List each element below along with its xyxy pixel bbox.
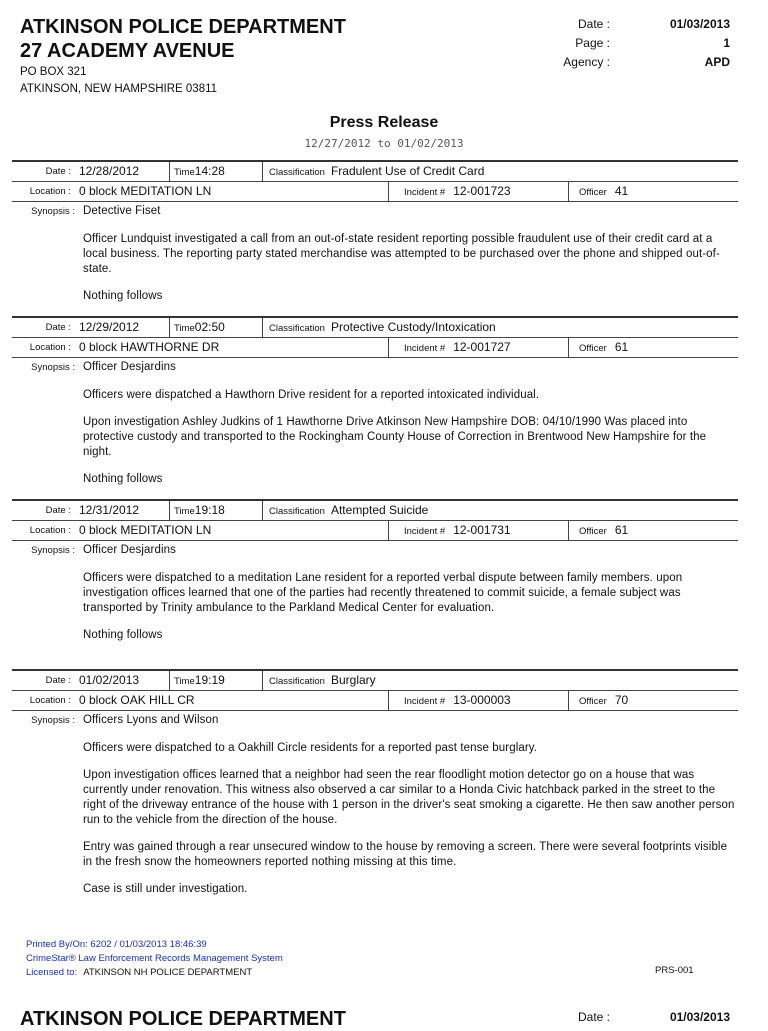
incident-time: 02:50 bbox=[194, 320, 225, 334]
next-page-meta bbox=[560, 1010, 730, 1024]
incident-row-location bbox=[12, 338, 738, 358]
licensed-label: Licensed to: bbox=[26, 967, 78, 978]
officer-label: Officer bbox=[579, 343, 607, 354]
location-label: Location : bbox=[29, 695, 71, 706]
incident-time: 19:19 bbox=[194, 673, 225, 687]
officer-label: Officer bbox=[579, 187, 607, 198]
incident-number: 13-000003 bbox=[453, 693, 511, 707]
incident-date: 12/29/2012 bbox=[75, 318, 170, 337]
incident-number-cell bbox=[389, 338, 569, 357]
print-footer bbox=[26, 938, 283, 980]
officer-number: 70 bbox=[614, 693, 629, 707]
synopsis-paragraph: Case is still under investigation. bbox=[83, 883, 248, 895]
incident-row-date bbox=[12, 318, 738, 338]
synopsis-heading: Detective Fiset bbox=[83, 205, 161, 217]
synopsis-paragraph: Nothing follows bbox=[83, 629, 163, 641]
incident-location: 0 block HAWTHORNE DR bbox=[75, 338, 389, 357]
officer-number: 41 bbox=[614, 184, 629, 198]
department-name: ATKINSON POLICE DEPARTMENT bbox=[20, 16, 346, 38]
officer-cell bbox=[569, 338, 738, 357]
incident-number-label: Incident # bbox=[404, 696, 446, 707]
synopsis-body bbox=[79, 713, 738, 909]
incident-classification: Fradulent Use of Credit Card bbox=[330, 164, 485, 178]
date-range: 12/27/2012 to 01/02/2013 bbox=[304, 137, 464, 150]
date-label: Date : bbox=[45, 322, 71, 333]
time-label: Time bbox=[174, 323, 195, 334]
incident-row-location bbox=[12, 521, 738, 541]
incident-number-label: Incident # bbox=[404, 187, 446, 198]
incident-list bbox=[12, 160, 738, 909]
page-title: Press Release bbox=[329, 114, 439, 131]
time-label: Time bbox=[174, 506, 195, 517]
synopsis-label: Synopsis : bbox=[31, 206, 75, 217]
date-label: Date : bbox=[45, 166, 71, 177]
city-line: ATKINSON, NEW HAMPSHIRE 03811 bbox=[20, 83, 218, 95]
incident-date: 12/28/2012 bbox=[75, 162, 170, 181]
meta-page-label: Page : bbox=[575, 36, 610, 50]
synopsis-paragraph: Upon investigation Ashley Judkins of 1 Hawthorne Drive Atkinson New Hampshire DOB: 04/10/1990 Was placed into protective custody and transported to the Rockingham County House of Correction in Brentwood New Hampshire for the night. bbox=[83, 416, 707, 458]
next-page-department: ATKINSON POLICE DEPARTMENT bbox=[20, 1008, 346, 1030]
incident-record bbox=[12, 669, 738, 909]
next-page-date-value: 01/03/2013 bbox=[669, 1010, 730, 1024]
synopsis-paragraph: Nothing follows bbox=[83, 473, 163, 485]
date-label: Date : bbox=[45, 505, 71, 516]
classification-cell bbox=[263, 671, 738, 690]
report-meta bbox=[560, 15, 730, 72]
incident-time: 19:18 bbox=[194, 503, 225, 517]
incident-row-date bbox=[12, 671, 738, 691]
date-label: Date : bbox=[45, 675, 71, 686]
meta-page-value: 1 bbox=[723, 36, 730, 50]
synopsis-label: Synopsis : bbox=[31, 715, 75, 726]
incident-location: 0 block OAK HILL CR bbox=[75, 691, 389, 710]
classification-label: Classification bbox=[269, 167, 325, 178]
time-label: Time bbox=[174, 676, 195, 687]
time-label: Time bbox=[174, 167, 195, 178]
meta-agency-value: APD bbox=[704, 55, 730, 69]
incident-classification: Burglary bbox=[330, 673, 376, 687]
po-box: PO BOX 321 bbox=[20, 66, 87, 78]
officer-cell bbox=[569, 691, 738, 710]
synopsis-paragraph: Upon investigation offices learned that a neighbor had seen the rear floodlight motion detector go on a house that was currently under renovation. This witness also observed a car similar to a Honda Civic hatchback parked in the street to the right of the driveway entrance of the house with 1 person in the driver's seat smoking a cigarette. He then saw another person run to the vehicle from the direction of the house. bbox=[83, 769, 735, 826]
incident-classification: Protective Custody/Intoxication bbox=[330, 320, 496, 334]
incident-location: 0 block MEDITATION LN bbox=[75, 521, 389, 540]
incident-number-label: Incident # bbox=[404, 343, 446, 354]
synopsis-paragraph: Officers were dispatched to a meditation Lane resident for a reported verbal dispute between family members. upon investigation offices learned that one of the parties had recently threatened to commit suicide, a female subject was transported by Trinity ambulance to the Parkland Medical Center for evaluation. bbox=[83, 572, 683, 614]
printed-by: Printed By/On: 6202 / 01/03/2013 18:46:39 bbox=[26, 939, 207, 950]
department-street: 27 ACADEMY AVENUE bbox=[20, 40, 235, 62]
synopsis-label: Synopsis : bbox=[31, 362, 75, 373]
incident-location: 0 block MEDITATION LN bbox=[75, 182, 389, 201]
incident-date: 12/31/2012 bbox=[75, 501, 170, 520]
synopsis-body bbox=[79, 204, 738, 316]
licensed-value: ATKINSON NH POLICE DEPARTMENT bbox=[83, 967, 253, 978]
synopsis-heading: Officer Desjardins bbox=[83, 544, 176, 556]
incident-record bbox=[12, 499, 738, 669]
officer-label: Officer bbox=[579, 526, 607, 537]
synopsis bbox=[12, 711, 738, 909]
officer-label: Officer bbox=[579, 696, 607, 707]
synopsis bbox=[12, 202, 738, 316]
time-cell bbox=[170, 501, 263, 520]
time-cell bbox=[170, 318, 263, 337]
records-system: CrimeStar® Law Enforcement Records Management System bbox=[26, 953, 283, 964]
officer-cell bbox=[569, 182, 738, 201]
location-label: Location : bbox=[29, 525, 71, 536]
classification-label: Classification bbox=[269, 506, 325, 517]
synopsis bbox=[12, 358, 738, 499]
classification-cell bbox=[263, 501, 738, 520]
incident-time: 14:28 bbox=[194, 164, 225, 178]
classification-cell bbox=[263, 318, 738, 337]
synopsis-label: Synopsis : bbox=[31, 545, 75, 556]
meta-agency-label: Agency : bbox=[563, 55, 610, 69]
incident-row-date bbox=[12, 162, 738, 182]
classification-cell bbox=[263, 162, 738, 181]
synopsis-heading: Officer Desjardins bbox=[83, 361, 176, 373]
classification-label: Classification bbox=[269, 676, 325, 687]
incident-number-cell bbox=[389, 521, 569, 540]
incident-number: 12-001731 bbox=[453, 523, 511, 537]
incident-record bbox=[12, 160, 738, 316]
incident-row-location bbox=[12, 691, 738, 711]
incident-row-location bbox=[12, 182, 738, 202]
incident-date: 01/02/2013 bbox=[75, 671, 170, 690]
incident-number: 12-001727 bbox=[453, 340, 511, 354]
meta-date-value: 01/03/2013 bbox=[669, 17, 730, 31]
incident-row-date bbox=[12, 501, 738, 521]
time-cell bbox=[170, 671, 263, 690]
location-label: Location : bbox=[29, 186, 71, 197]
time-cell bbox=[170, 162, 263, 181]
incident-number: 12-001723 bbox=[453, 184, 511, 198]
synopsis-heading: Officers Lyons and Wilson bbox=[83, 714, 219, 726]
incident-number-cell bbox=[389, 691, 569, 710]
incident-number-label: Incident # bbox=[404, 526, 446, 537]
synopsis-body bbox=[79, 360, 738, 499]
synopsis-paragraph: Officer Lundquist investigated a call from an out-of-state resident reporting possible fraudulent use of their credit card at a local business. The reporting party stated merchandise was attempted to be purchased over the phone and shipped out-of-state. bbox=[83, 233, 720, 275]
synopsis-paragraph: Officers were dispatched a Hawthorn Drive resident for a reported intoxicated individual. bbox=[83, 389, 540, 401]
incident-number-cell bbox=[389, 182, 569, 201]
location-label: Location : bbox=[29, 342, 71, 353]
incident-classification: Attempted Suicide bbox=[330, 503, 429, 517]
synopsis-paragraph: Officers were dispatched to a Oakhill Circle residents for a reported past tense burglary. bbox=[83, 742, 538, 754]
officer-cell bbox=[569, 521, 738, 540]
incident-record bbox=[12, 316, 738, 499]
synopsis-paragraph: Nothing follows bbox=[83, 290, 163, 302]
synopsis-paragraph: Entry was gained through a rear unsecured window to the house by removing a screen. There were several footprints visible in the fresh snow the homeowners reported nothing missing at this time. bbox=[83, 841, 728, 868]
letterhead bbox=[20, 15, 346, 97]
synopsis bbox=[12, 541, 738, 655]
officer-number: 61 bbox=[614, 340, 629, 354]
meta-date-label: Date : bbox=[577, 17, 610, 31]
synopsis-body bbox=[79, 543, 738, 655]
officer-number: 61 bbox=[614, 523, 629, 537]
next-page-date-label: Date : bbox=[577, 1010, 610, 1024]
classification-label: Classification bbox=[269, 323, 325, 334]
form-code: PRS-001 bbox=[655, 965, 694, 976]
